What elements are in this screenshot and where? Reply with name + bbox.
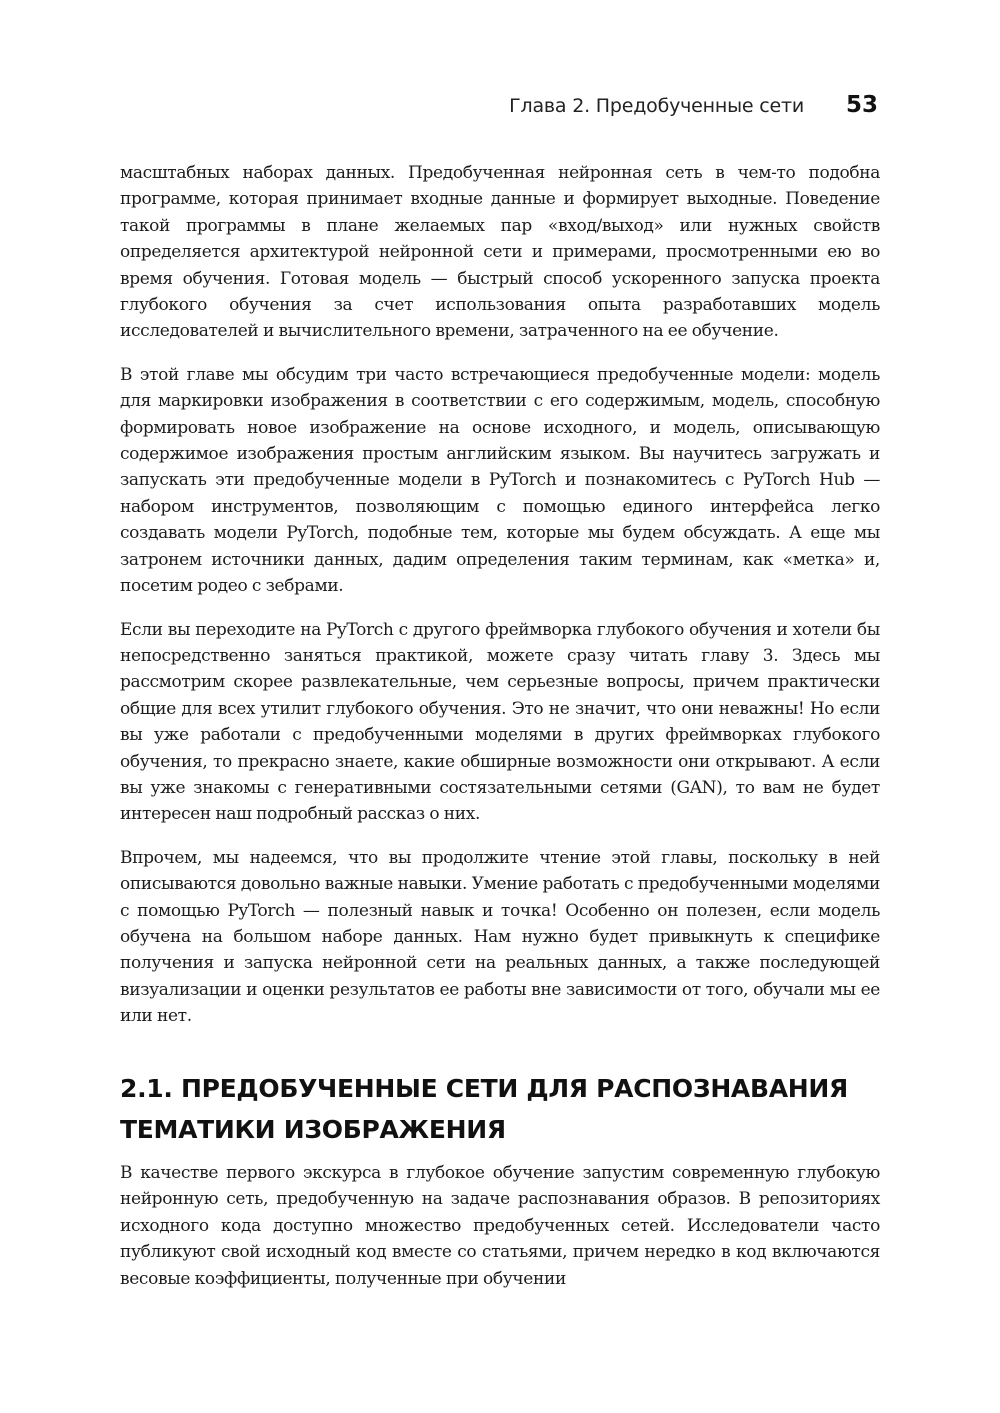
body-text-top [120,160,880,1047]
paragraph-1: масштабных наборах данных. Предобученная нейронная сеть в чем-то подобна программе, которая принимает входные данные и формирует выходные. Поведение такой программы в плане желаемых пар «вход/выход» или нужных свойств определяется архитектурой нейронной сети и примерами, просмотренными ею во время обучения. Готовая модель — быстрый способ ускоренного запуска проекта глубокого обучения за счет использования опыта разработавших модель исследователей и вычислительного времени, затраченного на ее обучение. [120,163,880,342]
running-header [120,92,878,126]
body-text-section [120,1160,880,1309]
section-paragraph: В качестве первого экскурса в глубокое обучение запустим современную глубокую нейронную сеть, предобученную на задаче распознавания образов. В репозиториях исходного кода доступно множество предобученных сетей. Исследователи часто публикуют свой исходный код вместе со статьями, причем нередко в код включаются весовые коэффициенты, полученные при обучении [120,1163,880,1289]
section-heading [120,1068,900,1150]
paragraph-4: Впрочем, мы надеемся, что вы продолжите чтение этой главы, поскольку в ней описываются довольно важные навыки. Умение работать с предобученными моделями с помощью PyTorch — полезный навык и точка! Особенно он полезен, если модель обучена на большом наборе данных. Нам нужно будет привыкнуть к специфике получения и запуска нейронной сети на реальных данных, а также последующей визуализации и оценки результатов ее работы вне зависимости от того, обучали мы ее или нет. [120,847,880,1027]
page-number: 53 [845,92,878,118]
paragraph-3: Если вы переходите на PyTorch с другого фреймворка глубокого обучения и хотели бы непосредственно заняться практикой, можете сразу читать главу 3. Здесь мы рассмотрим скорее развлекательные, чем серьезные вопросы, причем практически общие для всех утилит глубокого обучения. Это не значит, что они неважны! Но если вы уже работали с предобученными моделями в других фреймворках глубокого обучения, то прекрасно знаете, какие обширные возможности они открывают. А если вы уже знакомы с генеративными состязательными сетями (GAN), то вам не будет интересен наш подробный рассказ о них. [120,619,880,825]
section-heading-line-1: 2.1. ПРЕДОБУЧЕННЫЕ СЕТИ ДЛЯ РАСПОЗНАВАНИЯ [120,1074,848,1103]
chapter-title: Глава 2. Предобученные сети [509,95,804,117]
section-heading-line-2: ТЕМАТИКИ ИЗОБРАЖЕНИЯ [120,1115,506,1144]
paragraph-2: В этой главе мы обсудим три часто встречающиеся предобученные модели: модель для маркировки изображения в соответствии с его содержимым, модель, способную формировать новое изображение на основе исходного, и модель, описывающую содержимое изображения простым английским языком. Вы научитесь загружать и запускать эти предобученные модели в PyTorch и познакомитесь с PyTorch Hub — набором инструментов, позволяющим с помощью единого интерфейса легко создавать модели PyTorch, подобные тем, которые мы будем обсуждать. А еще мы затронем источники данных, дадим определения таким терминам, как «метка» и, посетим родео с зебрами. [120,364,880,597]
